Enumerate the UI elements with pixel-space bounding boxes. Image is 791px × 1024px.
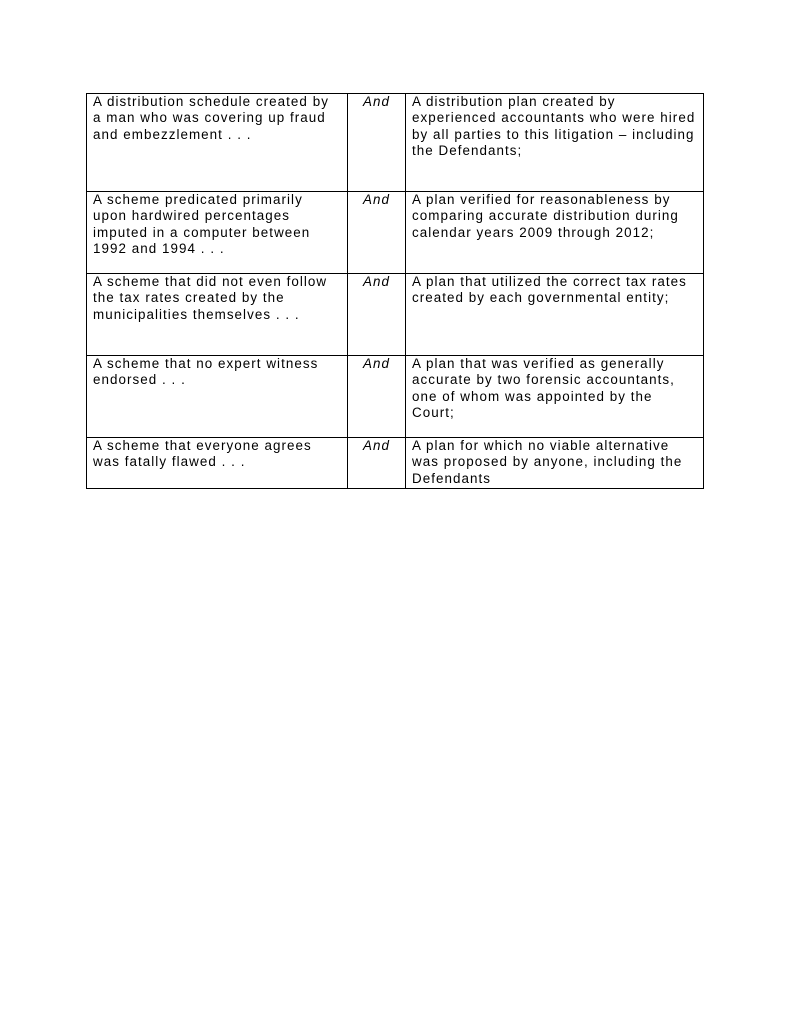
- table-row: [87, 274, 704, 356]
- scheme-text: A scheme predicated primarily upon hardwired percentages imputed in a computer between 1992 and 1994 . . .: [93, 192, 311, 257]
- comparison-table: [86, 93, 704, 489]
- table-row: [87, 94, 704, 192]
- scheme-text: A scheme that did not even follow the tax rates created by the municipalities themselves . . .: [93, 274, 328, 322]
- scheme-cell: [87, 438, 348, 489]
- plan-text: A plan for which no viable alternative was proposed by anyone, including the Defendants: [412, 438, 683, 486]
- plan-cell: [406, 274, 704, 356]
- scheme-text: A distribution schedule created by a man who was covering up fraud and embezzlement . . .: [93, 94, 329, 142]
- plan-cell: [406, 438, 704, 489]
- plan-cell: [406, 356, 704, 438]
- scheme-cell: [87, 274, 348, 356]
- connector-cell: [348, 274, 406, 356]
- table-row: [87, 356, 704, 438]
- connector-cell: [348, 438, 406, 489]
- scheme-text: A scheme that no expert witness endorsed . . .: [93, 356, 319, 388]
- scheme-cell: [87, 356, 348, 438]
- connector-text: And: [363, 356, 390, 371]
- connector-text: And: [363, 192, 390, 207]
- plan-cell: [406, 192, 704, 274]
- table-row: [87, 192, 704, 274]
- connector-text: And: [363, 438, 390, 453]
- connector-cell: [348, 192, 406, 274]
- plan-text: A plan that was verified as generally accurate by two forensic accountants, one of whom was appointed by the Court;: [412, 356, 675, 421]
- connector-text: And: [363, 94, 390, 109]
- table-row: [87, 438, 704, 489]
- scheme-text: A scheme that everyone agrees was fatally flawed . . .: [93, 438, 312, 470]
- scheme-cell: [87, 192, 348, 274]
- scheme-cell: [87, 94, 348, 192]
- connector-cell: [348, 356, 406, 438]
- connector-text: And: [363, 274, 390, 289]
- plan-cell: [406, 94, 704, 192]
- plan-text: A plan that utilized the correct tax rates created by each governmental entity;: [412, 274, 687, 306]
- connector-cell: [348, 94, 406, 192]
- plan-text: A distribution plan created by experienced accountants who were hired by all parties to this litigation – including the Defendants;: [412, 94, 696, 159]
- plan-text: A plan verified for reasonableness by comparing accurate distribution during calendar years 2009 through 2012;: [412, 192, 679, 240]
